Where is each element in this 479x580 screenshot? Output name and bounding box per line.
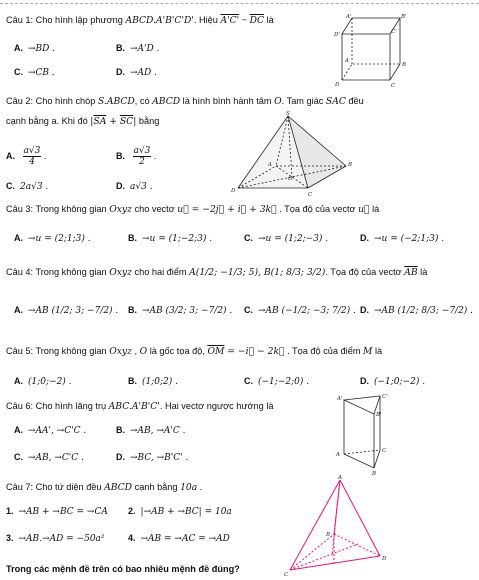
q7-item-4: 4. →AB = →AC = →AD (128, 533, 230, 544)
q5-option-b[interactable]: B. (1;0;2) . (128, 376, 178, 387)
q6-option-c[interactable]: C. →AB, →C'C . (14, 452, 84, 463)
cube-label-b: B (402, 62, 407, 68)
q7-question: Trong các mệnh đề trên có bao nhiêu mệnh đề đúng? (6, 564, 240, 574)
q2-option-d[interactable]: D. a√3 . (116, 181, 153, 192)
cube-label-c: C (391, 83, 396, 89)
q7-item-2: 2. |→AB + →BC| = 10a (128, 506, 232, 517)
q3-option-b[interactable]: B. →u = (1;−2;3) . (128, 233, 213, 244)
q3-option-d[interactable]: D. →u = (−2;1;3) . (360, 233, 445, 244)
pyramid-figure (228, 110, 368, 200)
q6-option-a[interactable]: A. →AA', →C'C . (14, 425, 87, 436)
q2-option-a[interactable]: A. $\frac{a√3}{4}$ . (6, 146, 47, 167)
q2-text-line2: cạnh bằng a. Khi đó $|\overline{SA} + \overline{SC}|$ bằng (6, 116, 160, 127)
tetra-label-b: B (326, 532, 331, 538)
q2-option-b[interactable]: B. $\frac{a√3}{2}$ . (116, 146, 157, 167)
prism-label-a: A (336, 452, 340, 458)
q2-text-line1: Câu 2: Cho hình chóp S.ABCD, có ABCD là hình bình hành tâm O. Tam giác SAC đều (6, 96, 364, 107)
pyramid-label-b: B (348, 162, 353, 168)
cube-label-b1: B' (401, 14, 407, 20)
prism-label-b: B (372, 471, 377, 476)
cube-label-c1: C' (391, 29, 397, 35)
cube-label-d: D (335, 82, 340, 88)
q6-option-d[interactable]: D. →BC, →B'C' . (116, 452, 189, 463)
q5-option-d[interactable]: D. (−1;0;−2) . (360, 376, 426, 387)
q3-option-c[interactable]: C. →u = (1;2;−3) . (244, 233, 329, 244)
pyramid-label-d: D (231, 188, 236, 194)
q4-option-d[interactable]: D. →AB (1/2; 8/3; −7/2) . (360, 305, 474, 316)
q7-text: Câu 7: Cho tứ diện đều ABCD cạnh bằng 10a . (6, 482, 203, 493)
q5-option-c[interactable]: C. (−1;−2;0) . (244, 376, 310, 387)
pyramid-label-s: S (286, 111, 290, 117)
q6-text: Câu 6: Cho hình lăng trụ ABC.A'B'C'. Hai vectơ ngược hướng là (6, 401, 274, 412)
q4-text: Câu 4: Trong không gian Oxyz cho hai điểm A(1/2; −1/3; 5), B(1; 8/3; 3/2). Tọa độ của vectơ $\overline{AB}$ là (6, 267, 428, 278)
q5-text: Câu 5: Trong không gian Oxyz , O là gốc tọa độ, $\overline{OM}$ = −i⃗ − 2k⃗ . Tọa độ của điểm M là (6, 346, 383, 357)
cube-label-a1: A' (346, 14, 352, 20)
prism-label-b1: B' (376, 412, 382, 418)
q3-option-a[interactable]: A. →u = (2;1;3) . (14, 233, 91, 244)
q4-option-c[interactable]: C. →AB (−1/2; −3; 7/2) . (244, 305, 356, 316)
top-divider (0, 3, 479, 4)
pyramid-label-c: C (308, 192, 313, 198)
q4-option-a[interactable]: A. →AB (1/2; 3; −7/2) . (14, 305, 119, 316)
cube-figure (330, 10, 410, 90)
q4-option-b[interactable]: B. →AB (3/2; 3; −7/2) . (128, 305, 233, 316)
tetrahedron-figure (282, 474, 412, 578)
prism-figure (332, 392, 408, 476)
q1-option-b[interactable]: B. →A'D . (116, 43, 160, 54)
q2-option-c[interactable]: C. 2a√3 . (6, 181, 49, 192)
tetra-label-c: C (284, 572, 289, 578)
q1-option-a[interactable]: A. →BD . (14, 43, 56, 54)
cube-label-a: A (345, 58, 349, 64)
prism-label-c: C (382, 448, 387, 454)
q5-option-a[interactable]: A. (1;0;−2) . (14, 376, 72, 387)
q1-option-c[interactable]: C. →CB . (14, 67, 55, 78)
tetra-label-a: A (338, 475, 342, 481)
pyramid-label-a: A (268, 162, 272, 168)
tetra-label-d: D (382, 556, 387, 562)
q3-text: Câu 3: Trong không gian Oxyz cho vectơ u⃗ = −2j⃗ + i⃗ + 3k⃗ . Tọa độ của vectơ u⃗ là (6, 204, 380, 215)
prism-label-c1: C' (382, 394, 388, 400)
cube-label-d1: D' (334, 32, 340, 38)
q1-text: Câu 1: Cho hình lập phương ABCD.A'B'C'D'. Hiệu $A'C' - \overline{DC}$ là (6, 15, 274, 26)
q7-item-3: 3. →AB.→AD = −50a² (6, 533, 105, 544)
q6-option-b[interactable]: B. →AB, →A'C . (116, 425, 186, 436)
q1-option-d[interactable]: D. →AD . (116, 67, 157, 78)
q7-item-1: 1. →AB + →BC = →CA (6, 506, 108, 517)
prism-label-a1: A' (337, 396, 343, 402)
pyramid-label-o: O (288, 176, 293, 182)
